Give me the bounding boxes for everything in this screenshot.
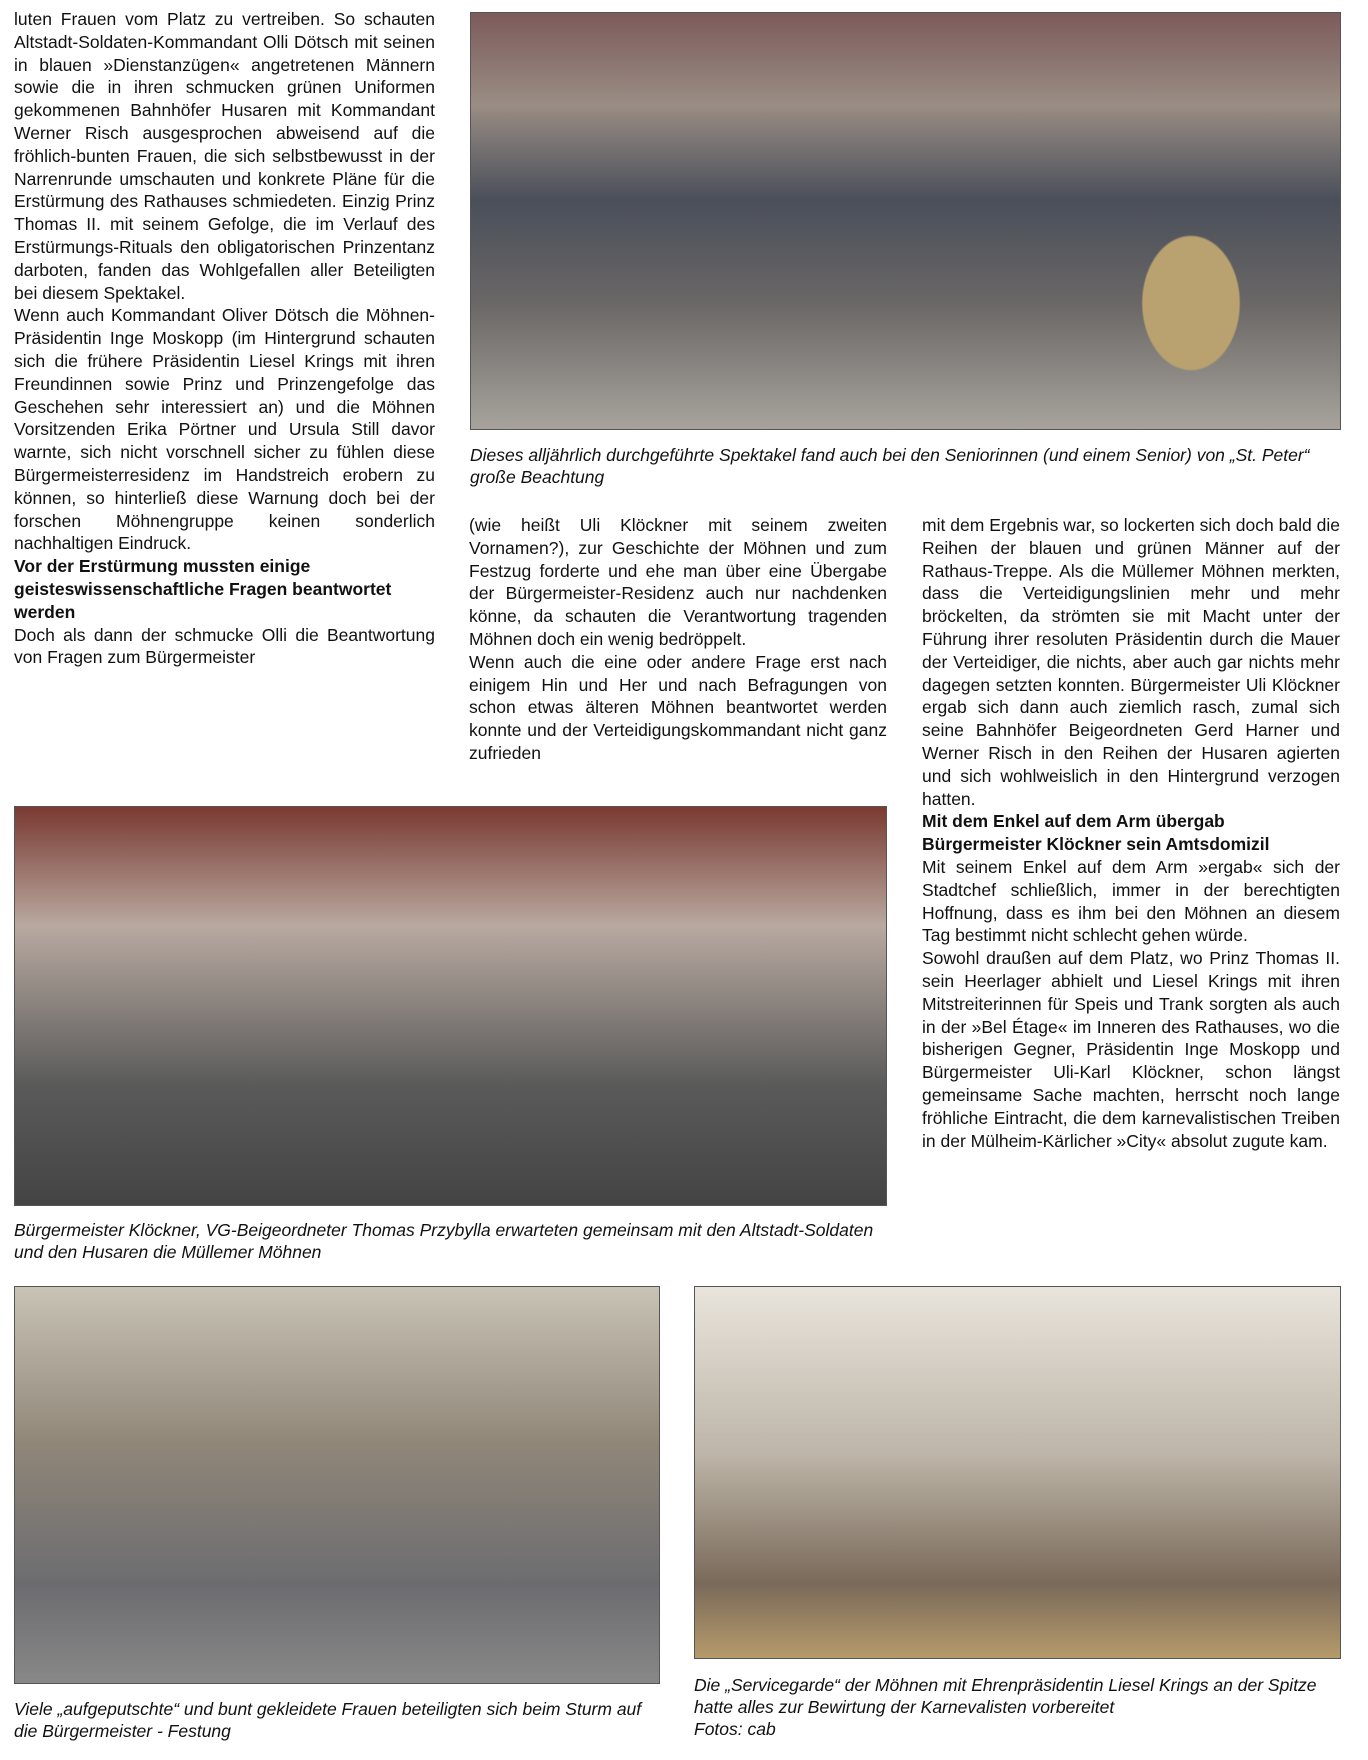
caption-photo-1: Dieses alljährlich durchgeführte Spektakel fand auch bei den Seniorinnen (und einem Senior) von „St. Peter“ große Beachtung xyxy=(470,445,1310,487)
paragraph: Mit seinem Enkel auf dem Arm »ergab« sich der Stadtchef schließlich, immer in der berechtigten Hoffnung, dass es ihm bei den Möhnen an diesem Tag bestimmt nicht schlecht gehen würde. xyxy=(922,856,1340,946)
photo-seniors-spectacle xyxy=(470,12,1341,430)
photo-colorful-women xyxy=(14,1286,660,1684)
photo-soldiers-husaren xyxy=(14,806,887,1206)
photo-servicegarde xyxy=(694,1286,1341,1659)
paragraph: Wenn auch Kommandant Oliver Dötsch die Möhnen-Präsidentin Inge Moskopp (im Hintergrund schauten sich die frühere Präsidentin Liesel Krings mit ihren Freundinnen sowie Prinz und Prinzengefolge das Geschehen sehr interessiert an) und die Möhnen Vorsitzenden Erika Pörtner und Ursula Still davor warnte, sich nicht vorschnell sicher zu fühlen diese Bürgermeisterresidenz im Handstreich erobern zu können, so hinterließ diese Warnung doch bei der forschen Möhnengruppe keinen sonderlich nachhaltigen Eindruck. xyxy=(14,305,435,554)
article-column-3 xyxy=(922,514,1340,1152)
caption-photo-2: Bürgermeister Klöckner, VG-Beigeordneter Thomas Przybylla erwarteten gemeinsam mit den Altstadt-Soldaten und den Husaren die Müllemer Möhnen xyxy=(14,1220,874,1262)
caption-text: Die „Servicegarde“ der Möhnen mit Ehrenpräsidentin Liesel Krings an der Spitze hatte alles zur Bewirtung der Karnevalisten vorbereitet xyxy=(694,1675,1317,1717)
caption-photo-4 xyxy=(694,1674,1354,1740)
article-column-2 xyxy=(469,514,887,765)
subheading: Mit dem Enkel auf dem Arm übergab Bürgermeister Klöckner sein Amtsdomizil xyxy=(922,811,1270,855)
photo-credit: Fotos: cab xyxy=(694,1719,776,1739)
paragraph: Sowohl draußen auf dem Platz, wo Prinz Thomas II. sein Heerlager abhielt und Liesel Krings mit ihren Mitstreiterinnen für Speis und Trank sorgten als auch in der »Bel Étage« im Inneren des Rathauses, wo die bisherigen Gegner, Präsidentin Inge Moskopp und Bürgermeister Uli-Karl Klöckner, schon längst gemeinsame Sache machten, herrscht noch lange fröhliche Eintracht, die dem karnevalistischen Treiben in der Mülheim-Kärlicher »City« absolut zugute kam. xyxy=(922,948,1340,1151)
article-column-1 xyxy=(14,8,435,669)
paragraph: mit dem Ergebnis war, so lockerten sich doch bald die Reihen der blauen und grünen Männer auf der Rathaus-Treppe. Als die Müllemer Möhnen merkten, dass die Verteidigungslinien mehr und mehr bröckelten, da strömten sie mit Macht unter der Führung ihrer resoluten Präsidentin durch die Mauer der Verteidiger, die nichts, aber auch gar nichts mehr dagegen setzten konnten. Bürgermeister Uli Klöckner ergab sich dann auch ziemlich rasch, zumal sich seine Bahnhöfer Beigeordneten Gerd Harner und Werner Risch in den Reihen der Husaren agierten und sich wohlweislich in den Hintergrund verzogen hatten. xyxy=(922,515,1340,809)
paragraph: Doch als dann der schmucke Olli die Beantwortung von Fragen zum Bürgermeister xyxy=(14,624,435,668)
paragraph: Wenn auch die eine oder andere Frage erst nach einigem Hin und Her und nach Befragungen von schon etwas älteren Möhnen beantwortet werden konnte und der Verteidigungskommandant nicht ganz zufrieden xyxy=(469,651,887,763)
paragraph: (wie heißt Uli Klöckner mit seinem zweiten Vornamen?), zur Geschichte der Möhnen und zum Festzug forderte und ehe man über eine Übergabe der Bürgermeister-Residenz auch nur nachdenken könne, da schauten die Verantwortung tragenden Möhnen doch ein wenig bedröppelt. xyxy=(469,515,887,649)
paragraph: luten Frauen vom Platz zu vertreiben. So schauten Altstadt-Soldaten-Kommandant Olli Dötsch mit seinen in blauen »Dienstanzügen« angetretenen Männern sowie die in ihren schmucken grünen Uniformen gekommenen Bahnhöfer Husaren mit Kommandant Werner Risch ausgesprochen abweisend auf die fröhlich-bunten Frauen, die sich selbstbewusst in der Narrenrunde umschauten und konkrete Pläne für die Erstürmung des Rathauses schmiedeten. Einzig Prinz Thomas II. mit seinem Gefolge, die im Verlauf des Erstürmungs-Rituals den obligatorischen Prinzentanz darboten, fanden das Wohlgefallen aller Beteiligten bei diesem Spektakel. xyxy=(14,9,435,303)
caption-photo-3: Viele „aufgeputschte“ und bunt gekleidete Frauen beteiligten sich beim Sturm auf die Bürgermeister - Festung xyxy=(14,1699,642,1741)
subheading: Vor der Erstürmung mussten einige geisteswissenschaftliche Fragen beantwortet werden xyxy=(14,556,392,622)
